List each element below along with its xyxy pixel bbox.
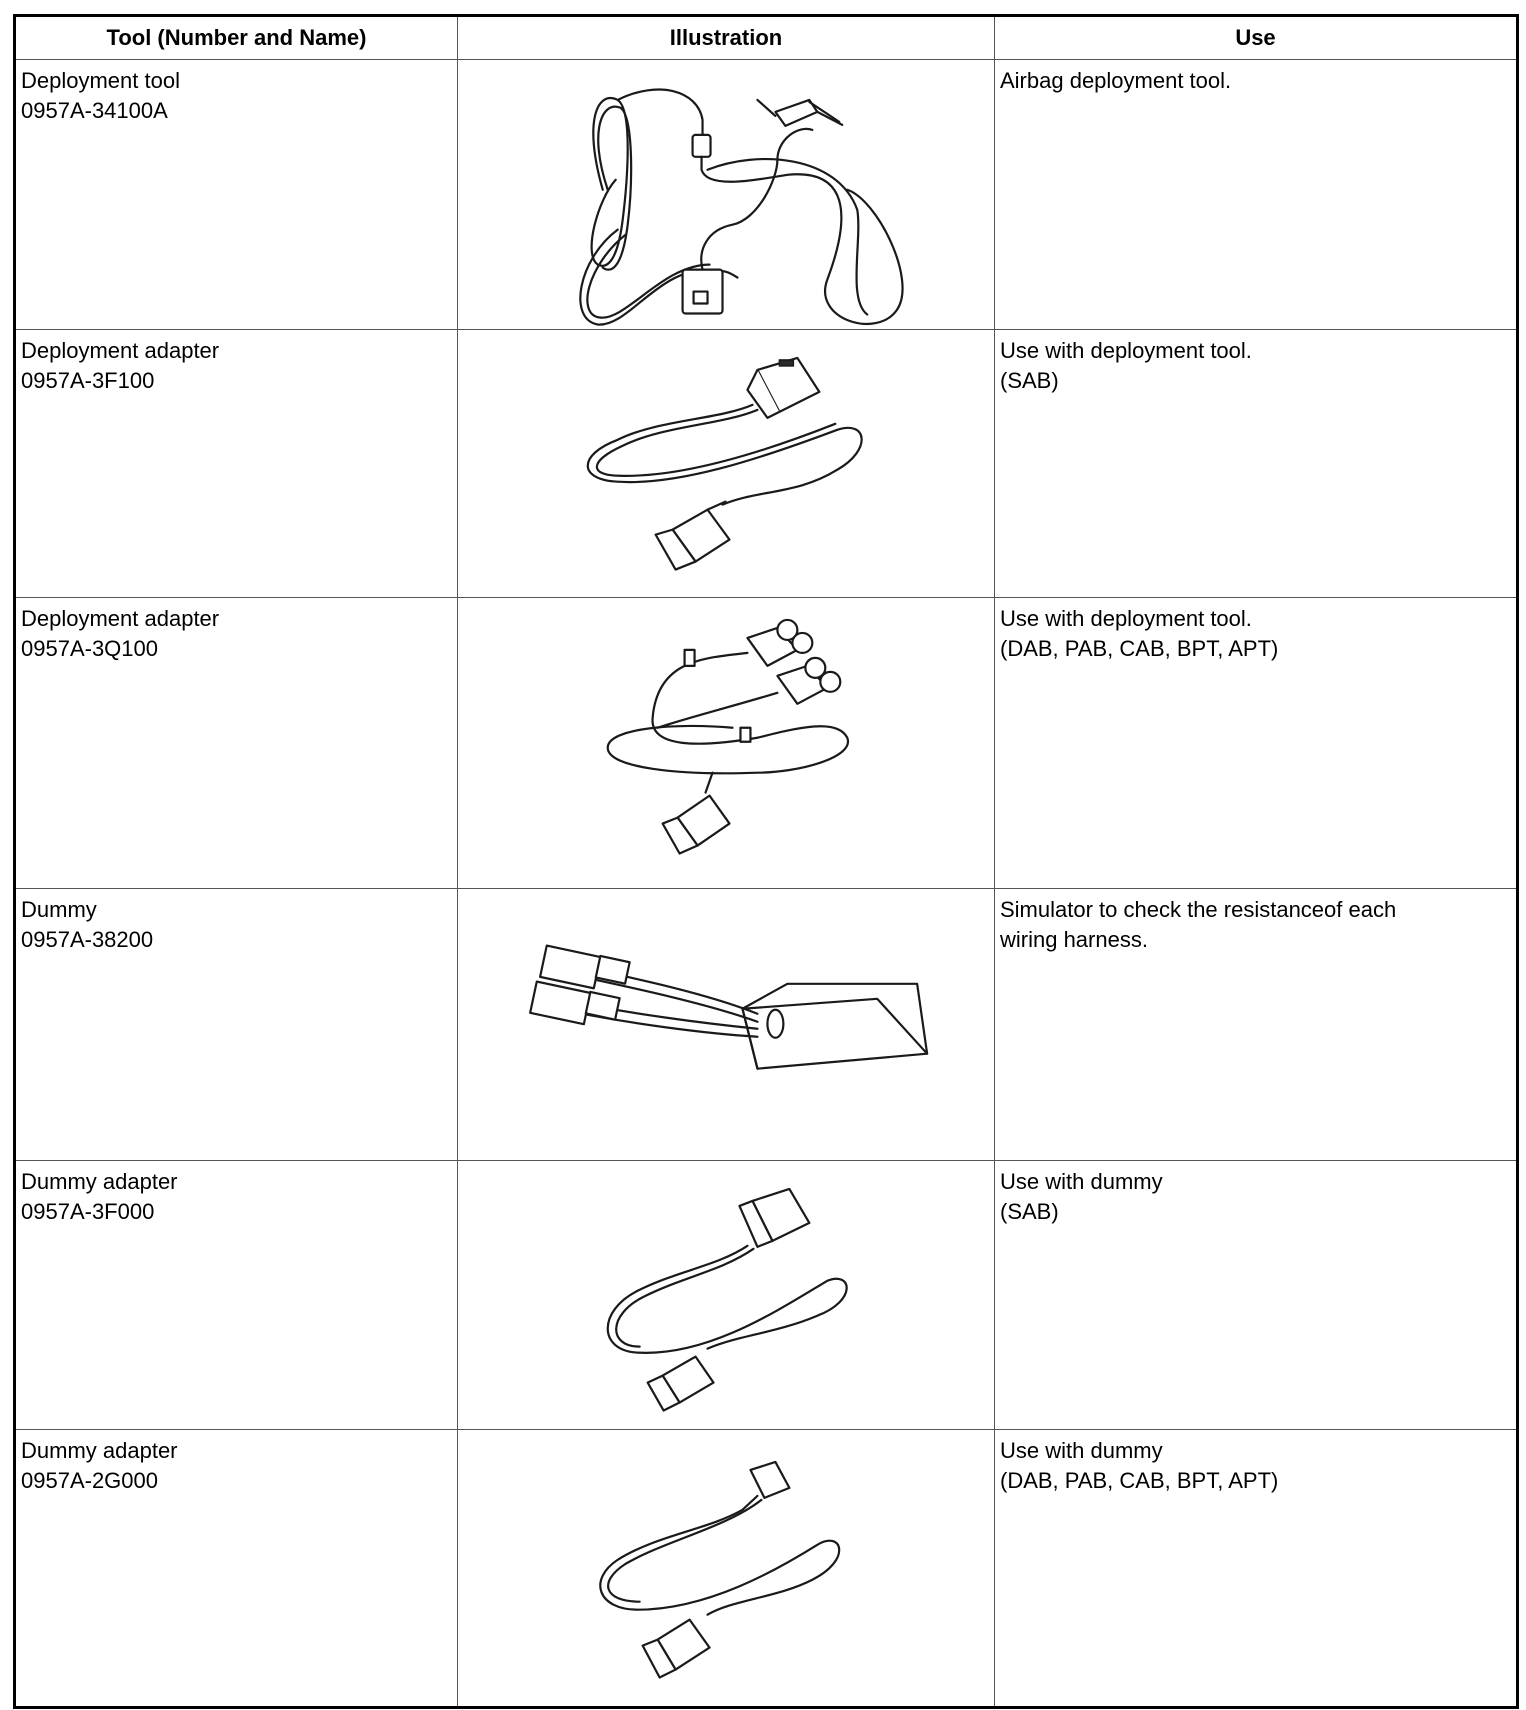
tool-name: Dummy adapter (21, 1438, 178, 1464)
tool-name: Deployment tool (21, 68, 180, 93)
use-cell (995, 889, 1518, 1160)
tool-cell (15, 60, 458, 330)
tool-number: 0957A-3F000 (21, 1198, 155, 1224)
use-line2: wiring harness. (1000, 927, 1148, 953)
use-line2: (DAB, PAB, CAB, BPT, APT) (1000, 635, 1279, 661)
tool-number: 0957A-3Q100 (21, 635, 158, 661)
use-line1: Use with dummy (1000, 1438, 1163, 1464)
tool-name: Dummy (21, 897, 97, 923)
tool-number: 0957A-34100A (21, 98, 168, 123)
tool-cell (15, 889, 458, 1160)
use-line1: Use with deployment tool. (1000, 605, 1252, 631)
use-line2: (DAB, PAB, CAB, BPT, APT) (1000, 1468, 1279, 1494)
table-row (15, 60, 1518, 330)
table-row (15, 889, 1518, 1160)
illustration-cell (458, 889, 995, 1160)
use-line2: (SAB) (1000, 368, 1059, 394)
illustration-cell (458, 1430, 995, 1707)
tool-cell (15, 597, 458, 888)
use-line1: Use with dummy (1000, 1168, 1163, 1194)
table-row (15, 1430, 1518, 1707)
tool-name: Deployment adapter (21, 338, 220, 364)
tool-cell (15, 1160, 458, 1429)
table-row (15, 330, 1518, 598)
table-row (15, 1160, 1518, 1429)
use-cell (995, 330, 1518, 598)
use-line1: Use with deployment tool. (1000, 338, 1252, 364)
use-cell (995, 1160, 1518, 1429)
deployment-adapter-multi-icon (458, 598, 994, 888)
tool-name: Dummy adapter (21, 1168, 178, 1194)
use-line2: (SAB) (1000, 1198, 1059, 1224)
tool-name: Deployment adapter (21, 605, 220, 631)
tool-cell (15, 1430, 458, 1707)
header-tool: Tool (Number and Name) (15, 16, 458, 60)
use-cell (995, 1430, 1518, 1707)
dummy-adapter-multi-icon (458, 1430, 994, 1705)
header-use: Use (995, 16, 1518, 60)
tool-number: 0957A-38200 (21, 927, 154, 953)
use-line1: Simulator to check the resistanceof each (1000, 897, 1397, 923)
tool-number: 0957A-3F100 (21, 368, 155, 394)
deployment-adapter-sab-icon (458, 330, 994, 597)
table-header-row (15, 16, 1518, 60)
illustration-cell (458, 330, 995, 598)
use-cell (995, 597, 1518, 888)
use-line1: Airbag deployment tool. (1000, 68, 1232, 93)
special-tools-table (13, 14, 1519, 1709)
tool-number: 0957A-2G000 (21, 1468, 158, 1494)
deployment-tool-icon (458, 60, 994, 329)
dummy-adapter-sab-icon (458, 1161, 994, 1429)
dummy-box-icon (458, 889, 994, 1159)
use-cell (995, 60, 1518, 330)
illustration-cell (458, 597, 995, 888)
tool-cell (15, 330, 458, 598)
header-illustration: Illustration (458, 16, 995, 60)
illustration-cell (458, 1160, 995, 1429)
illustration-cell (458, 60, 995, 330)
table-row (15, 597, 1518, 888)
